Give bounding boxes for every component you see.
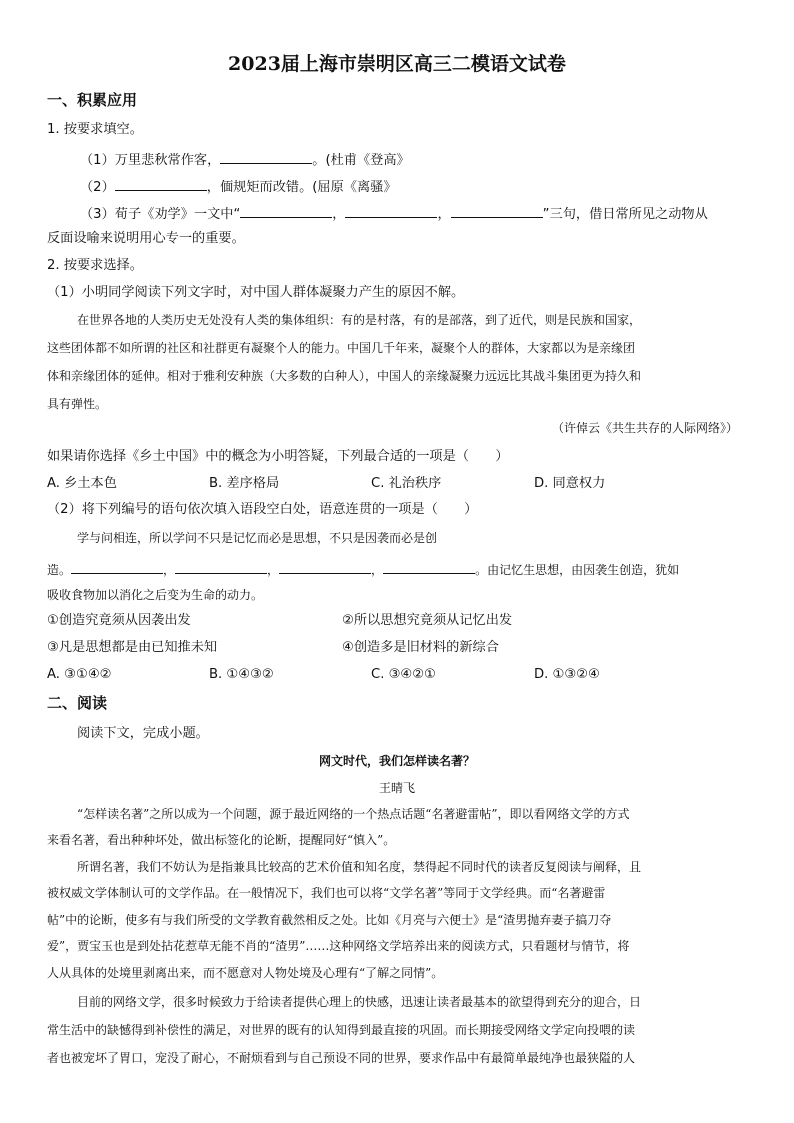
sub-2-sep: ， (163, 563, 176, 577)
item-3-sep: ， (437, 207, 451, 222)
item-2-text-b: ，偭规矩而改错。(屈原《离骚》 (206, 180, 397, 195)
article-line: 被权威文学体制认可的文学作品。在一般情况下，我们也可以将“文学名著”等同于文学经典。而“名著避雷 (47, 886, 606, 900)
article-line: 爱”，贾宝玉也是到处拈花惹草无能不肖的“渣男”……这种网络文学培养出来的阅读方式，只看题材与情节，将 (47, 939, 630, 953)
article-title: 网文时代，我们怎样读名著？ (318, 754, 475, 768)
answer-blank[interactable] (220, 151, 312, 164)
answer-blank[interactable] (175, 561, 267, 574)
sub-2-sep: ， (267, 563, 280, 577)
article-author: 王晴飞 (378, 781, 415, 795)
article-line: 人从具体的处境里剥离出来，而不愿意对人物处境及心理有“了解之同情”。 (47, 966, 444, 980)
sub-2-passage-line: 学与问相连，所以学问不只是记忆而必是思想，不只是因袭而必是创 (77, 531, 438, 545)
sentence-4: ④创造多是旧材料的新综合 (342, 640, 499, 655)
option-c[interactable]: C. ③④②① (371, 667, 436, 682)
option-b[interactable]: B. 差序格局 (209, 476, 280, 491)
section-heading-accumulation: 一、积累应用 (47, 91, 138, 109)
answer-blank[interactable] (279, 561, 371, 574)
passage-line: 这些团体都不如所谓的社区和社群更有凝聚个人的能力。中国几千年来，凝聚个人的群体，大家都以为是亲缘团 (47, 341, 636, 355)
question-2-stem: 2. 按要求选择。 (47, 258, 143, 273)
sub-2-sep: ， (371, 563, 384, 577)
section-heading-reading: 二、阅读 (47, 694, 108, 712)
option-a[interactable]: A. ③①④② (47, 667, 112, 682)
item-2-text-a: （2） (80, 180, 115, 195)
question-1-item-3-continued: 反面设喻来说明用心专一的重要。 (47, 231, 245, 246)
item-1-text-b: 。(杜甫《登高》 (312, 153, 410, 168)
option-a[interactable]: A. 乡土本色 (47, 476, 117, 491)
question-1-item-3 (80, 205, 708, 221)
answer-blank[interactable] (115, 178, 207, 191)
passage-line: 具有弹性。 (47, 397, 108, 411)
sub-2-passage-line-with-blanks (47, 561, 679, 576)
article-line: 帖”中的论断，使多有与我们所受的文学教育截然相反之处。比如《月亮与六便士》是“渣男抛弃妻子搞刀夺 (47, 913, 612, 927)
sub-2-text-b: 。由记忆生思想，由因袭生创造，犹如 (475, 563, 680, 577)
option-c[interactable]: C. 礼治秩序 (371, 476, 442, 491)
sub-2-text-a: 造。 (47, 563, 72, 577)
question-1-stem: 1. 按要求填空。 (47, 122, 143, 137)
article-line: 所谓名著，我们不妨认为是指兼具比较高的艺术价值和知名度，禁得起不同时代的读者反复阅读与阐释，且 (77, 860, 642, 874)
item-3-text-a: （3）荀子《劝学》一文中“ (80, 207, 241, 222)
answer-blank[interactable] (71, 561, 163, 574)
item-3-text-b: ”三句，借日常所见之动物从 (542, 207, 708, 222)
item-1-text-a: （1）万里悲秋常作客， (80, 153, 221, 168)
sentence-3: ③凡是思想都是由已知推未知 (47, 640, 218, 655)
question-1-item-2 (80, 178, 397, 194)
passage-line: 体和亲缘团体的延伸。相对于雅利安种族（大多数的白种人），中国人的亲缘凝聚力远远比其战斗集团更为持久和 (47, 369, 642, 383)
question-2-sub-1-stem: （1）小明同学阅读下列文字时，对中国人群体凝聚力产生的原因不解。 (47, 285, 465, 300)
answer-blank[interactable] (451, 205, 543, 218)
option-b[interactable]: B. ①④③② (209, 667, 274, 682)
item-3-sep: ， (332, 207, 346, 222)
reading-intro: 阅读下文，完成小题。 (77, 726, 209, 741)
passage-source: （许倬云《共生共存的人际网络》） (551, 421, 738, 435)
answer-blank[interactable] (383, 561, 475, 574)
passage-line: 在世界各地的人类历史无处没有人类的集体组织：有的是村落，有的是部落，到了近代，则是民族和国家， (77, 313, 642, 327)
answer-blank[interactable] (240, 205, 332, 218)
article-line: “怎样读名著”之所以成为一个问题，源于最近网络的一个热点话题“名著避雷帖”，即以看网络文学的方式 (77, 807, 630, 821)
article-line: 常生活中的缺憾得到补偿性的满足，对世界的既有的认知得到最直接的巩固。而长期接受网络文学定向投喂的读 (47, 1023, 636, 1037)
article-line: 者也被宠坏了胃口，宠没了耐心，不耐烦看到与自己预设不同的世界，要求作品中有最简单最纯净也最狭隘的人 (47, 1051, 636, 1065)
option-d[interactable]: D. 同意权力 (534, 476, 606, 491)
question-2-sub-1-question: 如果请你选择《乡土中国》中的概念为小明答疑，下列最合适的一项是（ ） (47, 449, 509, 464)
answer-blank[interactable] (345, 205, 437, 218)
sentence-1: ①创造究竟须从因袭出发 (47, 613, 191, 628)
article-line: 目前的网络文学，很多时候致力于给读者提供心理上的快感，迅速让读者最基本的欲望得到充分的迎合，日 (77, 995, 642, 1009)
question-2-sub-2-stem: （2）将下列编号的语句依次填入语段空白处，语意连贯的一项是（ ） (47, 502, 478, 517)
option-d[interactable]: D. ①③②④ (534, 667, 600, 682)
question-1-item-1 (80, 151, 410, 167)
page-title: 2023届上海市崇明区高三二模语文试卷 (228, 53, 566, 75)
sentence-2: ②所以思想究竟须从记忆出发 (342, 613, 513, 628)
article-line: 来看名著，看出种种坏处，做出标签化的论断，提醒同好“慎入”。 (47, 833, 396, 847)
sub-2-passage-line: 吸收食物加以消化之后变为生命的动力。 (47, 588, 264, 602)
